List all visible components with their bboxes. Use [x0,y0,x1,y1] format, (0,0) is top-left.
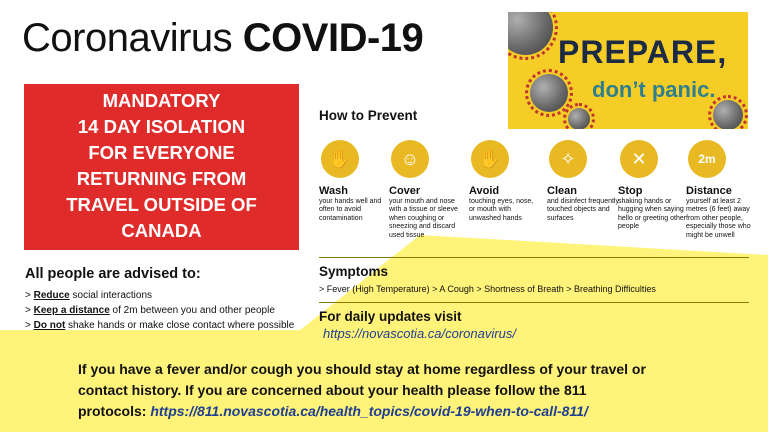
prevent-title: Distance [686,185,732,197]
advice-item [25,320,294,331]
daily-updates-heading: For daily updates visit [319,309,462,324]
isolation-line: TRAVEL OUTSIDE OF [66,194,257,215]
isolation-line: MANDATORY [102,90,221,111]
prepare-banner [508,12,748,129]
advice-rest: shake hands or make close contact where possible [65,320,295,331]
isolation-notice [24,84,299,250]
advice-bullet: > [25,290,31,301]
advice-key: Keep a distance [33,305,110,316]
prevent-title: Wash [319,185,348,197]
advice-rest: social interactions [69,290,153,301]
hand-wash-icon: ✋ [321,140,359,178]
bottom-note-line: contact history. If you are concerned about your health please follow the 811 [78,382,587,398]
prevent-stop [618,140,690,232]
prevent-cover [389,140,461,240]
isolation-line: RETURNING FROM [76,168,247,189]
prevent-clean [547,140,619,223]
prevent-title: Stop [618,185,643,197]
prevent-desc: and disinfect frequently touched objects and surfaces [547,198,619,222]
bottom-note-line [78,403,588,419]
prevent-desc: your hands well and often to avoid contamination [319,198,382,222]
section-divider [319,302,749,303]
isolation-line: CANADA [121,220,202,241]
spray-bottle-icon: ✧ [549,140,587,178]
cough-cover-icon: ☺ [391,140,429,178]
advice-bullet: > [25,305,31,316]
advised-heading: All people are advised to: [25,266,201,282]
title-bold: COVID-19 [242,16,424,60]
prevent-desc: yourself at least 2 metres (6 feet) away from other people, especially those who might be unwell [686,198,751,239]
protocols-label: protocols: [78,403,151,419]
811-protocol-link[interactable]: https://811.novascotia.ca/health_topics/covid-19-when-to-call-811/ [150,403,588,419]
poster-title [22,16,423,61]
prevent-wash [319,140,391,223]
prevent-title: Clean [547,185,577,197]
advice-rest: of 2m between you and other people [109,305,275,316]
handshake-icon: ✕ [620,140,658,178]
prevent-distance [686,140,758,240]
dont-panic-text: don’t panic. [592,77,716,102]
prevent-desc: your mouth and nose with a tissue or sleeve when coughing or sneezing and discard used tissue [389,198,458,239]
symptoms-heading: Symptoms [319,264,389,279]
daily-updates-link[interactable]: https://novascotia.ca/coronavirus/ [323,326,516,341]
prepare-text: PREPARE, [558,34,728,70]
title-light: Coronavirus [22,16,233,60]
advice-key: Reduce [33,290,70,301]
isolation-line: 14 DAY ISOLATION [77,116,246,137]
prevent-desc: shaking hands or hugging when saying hello or greeting other people [618,198,687,231]
prevent-avoid [469,140,541,223]
prevent-desc: touching eyes, nose, or mouth with unwashed hands [469,198,534,222]
advice-key: Do not [33,320,66,331]
distance-people-icon: 2m [688,140,726,178]
prevent-title: Avoid [469,185,500,197]
symptoms-list: > Fever (High Temperature) > A Cough > Shortness of Breath > Breathing Difficulties [319,284,656,294]
virus-icon [508,12,553,55]
advice-bullet: > [25,320,31,331]
virus-icon [568,108,590,129]
virus-icon [713,100,743,129]
prevent-title: Cover [389,185,421,197]
advice-item [25,290,152,301]
advice-item [25,305,275,316]
prevent-heading: How to Prevent [319,108,418,123]
no-touch-hand-icon: ✋ [471,140,509,178]
isolation-line: FOR EVERYONE [88,142,235,163]
virus-icon [530,74,568,112]
bottom-note-line: If you have a fever and/or cough you should stay at home regardless of your travel or [78,361,646,377]
section-divider [319,257,749,258]
